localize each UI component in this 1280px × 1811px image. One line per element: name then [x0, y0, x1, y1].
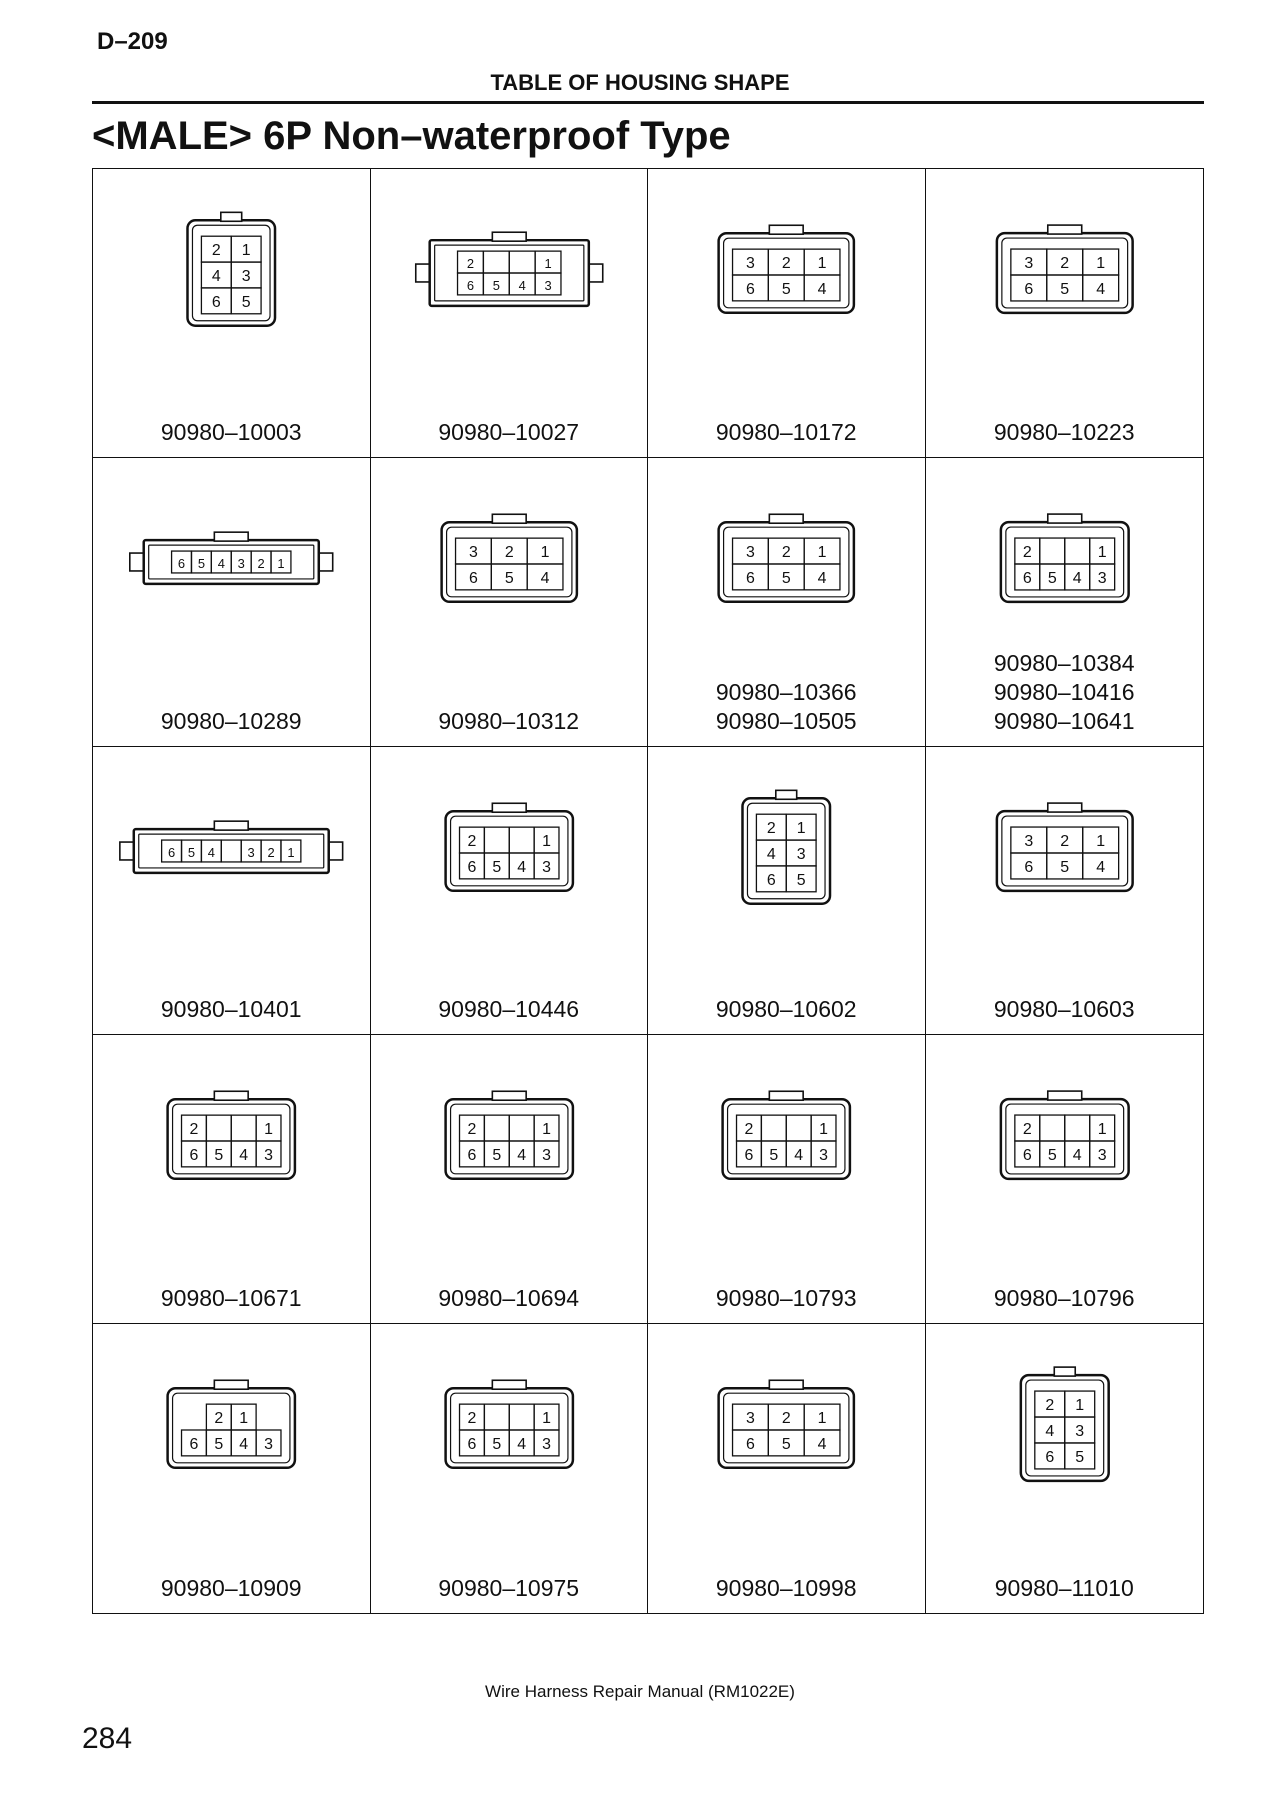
- part-number-list: [926, 995, 1204, 1024]
- pin-number: 3: [541, 858, 551, 876]
- connector-drawing: [648, 1324, 925, 1534]
- part-number-list: [93, 707, 370, 736]
- pin-number: 4: [817, 280, 827, 298]
- pin-number: 5: [491, 1436, 501, 1454]
- pin-number: 3: [237, 555, 245, 571]
- pin-number: 6: [189, 1436, 199, 1454]
- connector-drawing: [648, 747, 925, 957]
- part-number-list: [648, 1574, 925, 1603]
- pin-number: 1: [819, 1121, 828, 1139]
- connector-cell: [93, 458, 371, 747]
- part-number-list: [371, 418, 648, 447]
- pin-number: 6: [167, 844, 176, 860]
- connector-cell: [926, 747, 1204, 1036]
- section-title: TABLE OF HOUSING SHAPE: [490, 70, 790, 95]
- connector-drawing: [926, 1035, 1204, 1245]
- part-number: 90980–10416: [993, 678, 1135, 705]
- connector-cell: [93, 747, 371, 1036]
- part-number: 90980–10671: [160, 1285, 302, 1312]
- pin-number: 3: [541, 1436, 551, 1454]
- connector-diagram: [648, 747, 925, 957]
- connector-diagram: [648, 1035, 925, 1245]
- pin-number: 3: [1097, 1147, 1107, 1165]
- connector-drawing: [371, 458, 648, 668]
- pin-number: 1: [1097, 543, 1107, 561]
- pin-number: 1: [543, 256, 552, 272]
- connector-diagram: [926, 169, 1204, 379]
- pin-number: 1: [277, 555, 285, 571]
- page-code: D–209: [97, 28, 168, 55]
- connector-cell: [93, 1324, 371, 1613]
- pin-number: 4: [1072, 1147, 1082, 1165]
- pin-number: 5: [769, 1147, 779, 1165]
- part-number-list: [93, 1574, 370, 1603]
- pin-number: 6: [1022, 569, 1032, 587]
- part-number-list: [926, 649, 1204, 736]
- part-number: 90980–10384: [993, 649, 1135, 676]
- connector-cell: [648, 1035, 926, 1324]
- connector-cell: [648, 458, 926, 747]
- connector-drawing: [371, 1035, 648, 1245]
- connector-diagram: [93, 1324, 370, 1534]
- connector-drawing: [926, 1324, 1204, 1534]
- pin-number: 6: [467, 1147, 476, 1165]
- pin-number: 1: [264, 1121, 273, 1139]
- connector-cell: [371, 1035, 649, 1324]
- page-number: 284: [82, 1722, 133, 1755]
- part-number: 90980–10027: [438, 418, 580, 445]
- connector-diagram: [371, 169, 648, 379]
- pin-number: 3: [468, 543, 478, 561]
- part-number: 90980–10796: [993, 1285, 1135, 1312]
- pin-number: 6: [468, 569, 478, 587]
- pin-number: 3: [1023, 832, 1033, 850]
- pin-number: 6: [746, 569, 755, 587]
- pin-number: 5: [1059, 280, 1069, 298]
- pin-number: 2: [744, 1121, 754, 1139]
- part-number-list: [371, 707, 648, 736]
- connector-diagram: [926, 1035, 1204, 1245]
- pin-number: 4: [207, 844, 215, 860]
- connector-drawing: [926, 458, 1204, 668]
- pin-number: 3: [1023, 255, 1033, 273]
- part-number-list: [93, 995, 370, 1024]
- part-number-list: [926, 1574, 1204, 1603]
- pin-number: 6: [1023, 280, 1033, 298]
- pin-number: 5: [491, 1147, 501, 1165]
- connector-diagram: [648, 169, 925, 379]
- pin-number: 6: [1022, 1147, 1032, 1165]
- pin-number: 4: [217, 555, 225, 571]
- connector-cell: [93, 1035, 371, 1324]
- pin-number: 3: [264, 1147, 273, 1165]
- header-rule: [92, 101, 1204, 104]
- pin-number: 4: [766, 845, 776, 863]
- pin-number: 5: [781, 569, 791, 587]
- connector-cell: [93, 169, 371, 458]
- pin-number: 4: [817, 569, 827, 587]
- connector-diagram: [371, 1324, 648, 1534]
- part-number-list: [926, 1284, 1204, 1313]
- pin-number: 1: [817, 1410, 827, 1428]
- part-number-list: [648, 418, 925, 447]
- part-number: 90980–10602: [715, 996, 857, 1023]
- part-number: 90980–10446: [438, 996, 580, 1023]
- pin-number: 3: [241, 267, 251, 285]
- pin-number: 4: [794, 1147, 804, 1165]
- pin-number: 1: [541, 1121, 551, 1139]
- connector-drawing: [648, 458, 925, 668]
- pin-number: 2: [257, 555, 265, 571]
- part-number: 90980–10312: [438, 707, 580, 734]
- pin-number: 3: [1097, 569, 1107, 587]
- pin-number: 4: [518, 277, 526, 293]
- connector-drawing: [926, 747, 1204, 957]
- pin-number: 1: [241, 242, 251, 260]
- pin-number: 6: [746, 280, 755, 298]
- pin-number: 2: [1059, 832, 1069, 850]
- pin-number: 6: [1023, 858, 1033, 876]
- connector-diagram: [93, 1035, 370, 1245]
- part-number: 90980–11010: [994, 1574, 1134, 1601]
- part-number-list: [93, 1284, 370, 1313]
- part-number-list: [371, 1574, 648, 1603]
- pin-number: 2: [781, 1410, 791, 1428]
- connector-diagram: [926, 747, 1204, 957]
- pin-number: 1: [817, 255, 827, 273]
- part-number: 90980–10641: [993, 707, 1135, 734]
- connector-diagram: [648, 1324, 925, 1534]
- part-number-list: [371, 995, 648, 1024]
- part-number: 90980–10694: [438, 1285, 580, 1312]
- pin-number: 3: [796, 845, 806, 863]
- connector-diagram: [371, 458, 648, 668]
- pin-number: 2: [267, 844, 275, 860]
- part-number: 90980–10909: [160, 1574, 302, 1601]
- pin-number: 3: [746, 543, 755, 561]
- connector-cell: [371, 458, 649, 747]
- pin-number: 3: [746, 255, 755, 273]
- pin-number: 2: [1022, 543, 1032, 561]
- connector-drawing: [93, 458, 370, 668]
- pin-number: 5: [491, 858, 501, 876]
- connector-diagram: [93, 169, 370, 379]
- pin-number: 4: [817, 1436, 827, 1454]
- pin-number: 4: [516, 858, 526, 876]
- connector-drawing: [371, 747, 648, 957]
- part-number: 90980–10793: [715, 1285, 857, 1312]
- connector-diagram: [371, 1035, 648, 1245]
- part-number-list: [648, 1284, 925, 1313]
- pin-number: 5: [187, 844, 196, 860]
- pin-number: 1: [541, 832, 551, 850]
- part-number: 90980–10998: [715, 1574, 857, 1601]
- pin-number: 5: [504, 569, 514, 587]
- connector-drawing: [648, 1035, 925, 1245]
- pin-number: 6: [211, 293, 221, 311]
- pin-number: 6: [766, 871, 776, 889]
- connector-drawing: [93, 169, 370, 379]
- pin-number: 1: [1097, 1121, 1107, 1139]
- pin-number: 1: [1095, 255, 1105, 273]
- connector-drawing: [648, 169, 925, 379]
- pin-number: 1: [1095, 832, 1105, 850]
- pin-number: 5: [241, 293, 251, 311]
- part-number: 90980–10003: [160, 418, 302, 445]
- pin-number: 2: [189, 1121, 199, 1139]
- pin-number: 2: [467, 832, 476, 850]
- part-number-list: [371, 1284, 648, 1313]
- pin-number: 1: [239, 1410, 249, 1428]
- part-number: 90980–10603: [993, 996, 1135, 1023]
- pin-number: 2: [466, 256, 474, 272]
- pin-number: 1: [540, 543, 549, 561]
- part-number: 90980–10223: [993, 418, 1135, 445]
- pin-number: 5: [214, 1147, 224, 1165]
- connector-diagram: [926, 458, 1204, 668]
- pin-number: 1: [541, 1410, 551, 1428]
- part-number-list: [648, 678, 925, 736]
- part-number-list: [926, 418, 1204, 447]
- pin-number: 5: [781, 1436, 791, 1454]
- pin-number: 6: [189, 1147, 199, 1165]
- connector-drawing: [93, 1324, 370, 1534]
- footer-manual: Wire Harness Repair Manual (RM1022E): [485, 1682, 795, 1701]
- pin-number: 5: [492, 277, 500, 293]
- connector-drawing: [371, 169, 648, 379]
- pin-number: 4: [1095, 858, 1105, 876]
- part-number: 90980–10366: [715, 678, 857, 705]
- pin-number: 2: [766, 819, 776, 837]
- connector-cell: [648, 169, 926, 458]
- pin-number: 2: [214, 1410, 224, 1428]
- pin-number: 4: [1072, 569, 1082, 587]
- part-number: 90980–10975: [438, 1574, 580, 1601]
- connector-cell: [926, 1324, 1204, 1613]
- pin-number: 4: [1095, 280, 1105, 298]
- part-number-list: [93, 418, 370, 447]
- pin-number: 5: [214, 1436, 224, 1454]
- pin-number: 5: [781, 280, 791, 298]
- connector-diagram: [648, 458, 925, 668]
- pin-number: 4: [1044, 1423, 1054, 1441]
- pin-number: 6: [177, 555, 186, 571]
- connector-cell: [371, 169, 649, 458]
- connector-cell: [648, 1324, 926, 1613]
- part-number: 90980–10289: [160, 707, 302, 734]
- pin-number: 3: [1074, 1423, 1084, 1441]
- pin-number: 3: [247, 844, 255, 860]
- pin-number: 5: [197, 555, 206, 571]
- connector-diagram: [926, 1324, 1204, 1534]
- page-title: <MALE> 6P Non–waterproof Type: [92, 114, 731, 158]
- pin-number: 2: [1059, 255, 1069, 273]
- pin-number: 1: [1074, 1397, 1084, 1415]
- pin-number: 2: [211, 242, 221, 260]
- pin-number: 2: [467, 1121, 476, 1139]
- pin-number: 6: [744, 1147, 754, 1165]
- pin-number: 5: [796, 871, 806, 889]
- pin-number: 5: [1047, 569, 1057, 587]
- pin-number: 2: [1044, 1397, 1054, 1415]
- pin-number: 2: [504, 543, 514, 561]
- connector-drawing: [371, 1324, 648, 1534]
- pin-number: 5: [1059, 858, 1069, 876]
- pin-number: 4: [239, 1147, 249, 1165]
- part-number: 90980–10401: [160, 996, 302, 1023]
- pin-number: 6: [467, 1436, 476, 1454]
- pin-number: 2: [781, 255, 791, 273]
- connector-cell: [926, 169, 1204, 458]
- connector-cell: [926, 458, 1204, 747]
- pin-number: 6: [1044, 1449, 1054, 1467]
- connector-drawing: [926, 169, 1204, 379]
- pin-number: 3: [543, 277, 552, 293]
- part-number: 90980–10172: [715, 418, 857, 445]
- connector-diagram: [93, 458, 370, 668]
- pin-number: 3: [541, 1147, 551, 1165]
- pin-number: 5: [1074, 1449, 1084, 1467]
- pin-number: 4: [516, 1436, 526, 1454]
- pin-number: 4: [516, 1147, 526, 1165]
- pin-number: 1: [817, 543, 827, 561]
- pin-number: 4: [211, 267, 221, 285]
- pin-number: 2: [467, 1410, 476, 1428]
- pin-number: 3: [819, 1147, 828, 1165]
- connector-cell: [371, 747, 649, 1036]
- pin-number: 3: [264, 1436, 273, 1454]
- pin-number: 5: [1047, 1147, 1057, 1165]
- connector-diagram: [371, 747, 648, 957]
- part-number-list: [648, 995, 925, 1024]
- part-number: 90980–10505: [715, 707, 857, 734]
- pin-number: 4: [540, 569, 549, 587]
- connector-cell: [371, 1324, 649, 1613]
- pin-number: 6: [746, 1436, 755, 1454]
- housing-shape-table: [92, 168, 1204, 1614]
- pin-number: 4: [239, 1436, 249, 1454]
- pin-number: 2: [781, 543, 791, 561]
- connector-drawing: [93, 1035, 370, 1245]
- pin-number: 6: [466, 277, 474, 293]
- pin-number: 6: [467, 858, 476, 876]
- connector-cell: [648, 747, 926, 1036]
- pin-number: 2: [1022, 1121, 1032, 1139]
- pin-number: 1: [796, 819, 806, 837]
- connector-diagram: [93, 747, 370, 957]
- connector-drawing: [93, 747, 370, 957]
- pin-number: 1: [287, 844, 295, 860]
- pin-number: 3: [746, 1410, 755, 1428]
- connector-cell: [926, 1035, 1204, 1324]
